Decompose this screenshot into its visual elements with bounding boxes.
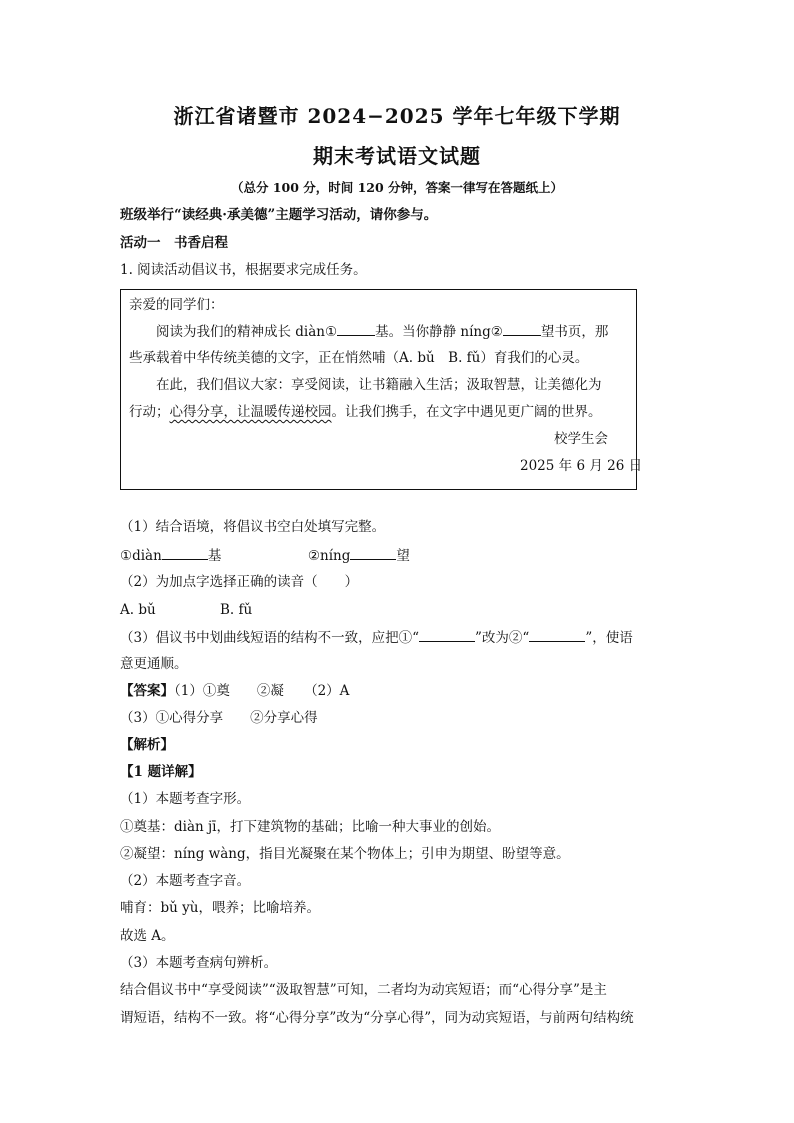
analysis-label: 【解析】 — [120, 737, 174, 753]
sub-question-3 — [120, 627, 633, 648]
intro-text: 班级举行“读经典·承美德”主题学习活动，请你参与。 — [120, 207, 438, 223]
answer-line-1 — [120, 681, 349, 701]
fill-b-blank[interactable] — [350, 545, 396, 560]
sub-question-1: （1）结合语境，将倡议书空白处填写完整。 — [120, 519, 386, 535]
answer-text-1: （1）①奠 ②凝 （2）A — [174, 683, 350, 699]
analysis-line-1: （1）本题考查字形。 — [120, 791, 251, 807]
letter-paragraph-3: 在此，我们倡议大家：享受阅读，让书籍融入生活；汲取智慧，让美德化为 — [156, 377, 602, 393]
proposal-letter-box — [120, 289, 643, 490]
fill-b-label: ②níng — [307, 548, 351, 564]
option-b[interactable]: B. fǔ — [220, 602, 253, 618]
analysis-line-4: （2）本题考查字音。 — [120, 873, 251, 889]
detail-label: 【1 题详解】 — [120, 764, 202, 780]
fill-a-label: ①diàn — [120, 548, 162, 564]
letter-greeting: 亲爱的同学们： — [129, 297, 224, 313]
sub3-part-b: ”改为②“ — [475, 630, 530, 646]
title-line-1: 浙江省诸暨市 2024−2025 学年七年级下学期 — [173, 104, 621, 128]
activity-heading: 活动一 书香启程 — [120, 235, 228, 251]
sub-question-3-cont: 意更通顺。 — [120, 656, 188, 672]
letter-p4-part-c: 。让我们携手，在文字中遇见更广阔的世界。 — [331, 404, 602, 420]
letter-signer: 校学生会 — [554, 431, 608, 447]
fill-b-char: 望 — [396, 548, 410, 564]
letter-p1-part-b: 基。当你静静 níng② — [375, 324, 503, 340]
letter-paragraph-4 — [129, 402, 602, 422]
exam-note: （总分 100 分，时间 120 分钟，答案一律写在答题纸上） — [230, 180, 564, 195]
letter-p1-part-a: 阅读为我们的精神成长 diàn① — [156, 324, 338, 340]
sub3-blank-1[interactable] — [419, 627, 475, 642]
sub3-part-c: ”，使语 — [585, 630, 633, 646]
option-a[interactable]: A. bǔ — [120, 602, 156, 618]
answer-label: 【答案】 — [120, 683, 174, 699]
blank-1[interactable] — [337, 321, 375, 336]
wavy-underlined-phrase: 心得分享，让温暖传递校园 — [169, 404, 332, 420]
sub3-part-a: （3）倡议书中划曲线短语的结构不一致，应把①“ — [120, 630, 419, 646]
analysis-line-9: 谓短语，结构不一致。将“心得分享”改为“分享心得”，同为动宾短语，与前两句结构统 — [120, 1010, 634, 1026]
blank-2[interactable] — [503, 321, 541, 336]
letter-p1-part-c: 望书页，那 — [540, 324, 609, 340]
analysis-line-8: 结合倡议书中“享受阅读”“汲取智慧”可知，二者均为动宾短语；而“心得分享”是主 — [120, 982, 607, 998]
letter-date: 2025 年 6 月 26 日 — [520, 458, 643, 474]
letter-paragraph-2: 些承载着中华传统美德的文字，正在悄然哺（A. bǔ B. fǔ）育我们的心灵。 — [129, 350, 589, 366]
answer-line-2: （3）①心得分享 ②分享心得 — [120, 710, 318, 726]
title-line-2: 期末考试语文试题 — [313, 144, 481, 168]
sub-question-2: （2）为加点字选择正确的读音（ ） — [120, 574, 359, 590]
analysis-line-5: 哺育：bǔ yù，喂养；比喻培养。 — [120, 900, 320, 916]
analysis-line-6: 故选 A。 — [120, 928, 175, 944]
fill-a-char: 基 — [207, 548, 222, 564]
fill-a-blank[interactable] — [162, 545, 208, 560]
question-1: 1. 阅读活动倡议书，根据要求完成任务。 — [120, 262, 367, 278]
letter-p4-part-a: 行动； — [129, 404, 170, 420]
letter-paragraph-1 — [156, 321, 608, 342]
analysis-line-7: （3）本题考查病句辨析。 — [120, 955, 278, 971]
sub3-blank-2[interactable] — [529, 627, 585, 642]
analysis-line-2: ①奠基：diàn jī，打下建筑物的基础；比喻一种大事业的创始。 — [120, 819, 500, 835]
analysis-line-3: ②凝望：níng wàng，指目光凝聚在某个物体上；引申为期望、盼望等意。 — [120, 846, 570, 862]
fill-in-row — [120, 545, 410, 566]
